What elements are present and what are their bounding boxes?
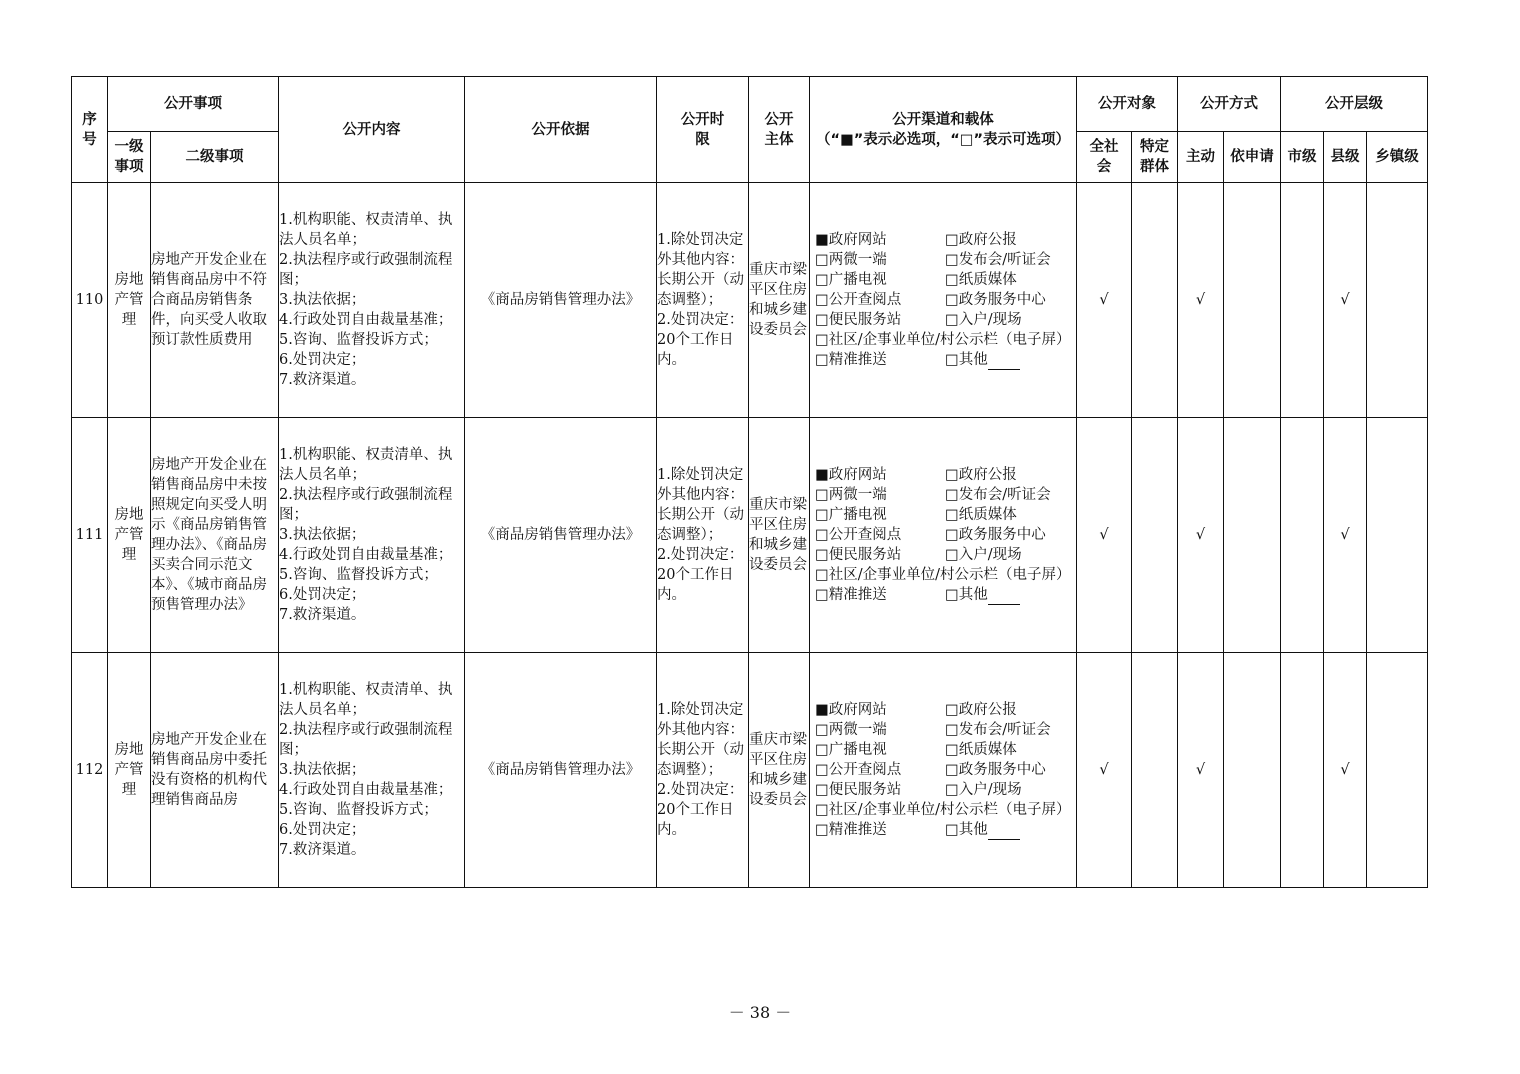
- header-target-group: 特定群体: [1132, 132, 1178, 183]
- channel-paper: □纸质媒体: [945, 507, 1017, 523]
- header-channel-title: 公开渠道和载体: [892, 111, 994, 128]
- time-limit-line: 1.除处罚决定外其他内容：长期公开（动态调整）；: [657, 232, 744, 308]
- channel-convenience: □便民服务站: [815, 547, 902, 563]
- content-line: 7.救济渠道。: [279, 842, 366, 858]
- row-time-limit: [657, 418, 749, 653]
- content-line: 7.救济渠道。: [279, 372, 366, 388]
- time-limit-line: 2.处罚决定：20个工作日内。: [657, 782, 744, 838]
- table-row: [72, 418, 1428, 653]
- row-content: [279, 183, 465, 418]
- header-method: 公开方式: [1178, 77, 1281, 132]
- row-target-all: √: [1077, 653, 1132, 888]
- header-channel: [810, 77, 1077, 183]
- content-line: 1.机构职能、权责清单、执法人员名单；: [279, 447, 453, 483]
- channel-other-wrap: [945, 350, 1073, 370]
- channel-precise: □精准推送: [815, 822, 887, 838]
- row-method-apply: [1224, 183, 1281, 418]
- channel-reading: □公开查阅点: [815, 762, 902, 778]
- content-line: 6.处罚决定；: [279, 587, 366, 603]
- row-channels: [810, 653, 1077, 888]
- time-limit-line: 1.除处罚决定外其他内容：长期公开（动态调整）；: [657, 702, 744, 778]
- channel-other-wrap: [945, 585, 1073, 605]
- channel-service-center: □政务服务中心: [945, 527, 1046, 543]
- blank-line: [988, 355, 1020, 370]
- header-level-city: 市级: [1281, 132, 1324, 183]
- row-level1: 房地产管理: [108, 183, 151, 418]
- header-level: 公开层级: [1281, 77, 1428, 132]
- channel-community: □社区/企事业单位/村公示栏（电子屏）: [815, 567, 1071, 583]
- time-limit-line: 2.处罚决定：20个工作日内。: [657, 547, 744, 603]
- channel-gov-site: ■政府网站: [815, 702, 887, 718]
- row-target-group: [1132, 183, 1178, 418]
- table-row: [72, 653, 1428, 888]
- header-level2: 二级事项: [151, 132, 279, 183]
- header-target: 公开对象: [1077, 77, 1178, 132]
- blank-line: [988, 825, 1020, 840]
- header-time-limit: 公开时限: [657, 77, 749, 183]
- content-line: 6.处罚决定；: [279, 822, 366, 838]
- row-level2: 房地产开发企业在销售商品房中不符合商品房销售条件，向买受人收取预订款性质费用: [151, 183, 279, 418]
- channel-convenience: □便民服务站: [815, 312, 902, 328]
- row-basis: 《商品房销售管理办法》: [465, 653, 657, 888]
- header-item: 公开事项: [108, 77, 279, 132]
- channel-household: □入户/现场: [945, 312, 1022, 328]
- blank-line: [988, 590, 1020, 605]
- header-subject: 公开主体: [749, 77, 810, 183]
- channel-precise: □精准推送: [815, 587, 887, 603]
- row-target-all: √: [1077, 183, 1132, 418]
- page-number: － 38 －: [728, 1003, 792, 1022]
- content-line: 4.行政处罚自由裁量基准；: [279, 547, 453, 563]
- header-seq: 序号: [72, 77, 108, 183]
- header-level-county: 县级: [1324, 132, 1367, 183]
- header-method-apply: 依申请: [1224, 132, 1281, 183]
- channel-other: □其他: [945, 352, 988, 368]
- channel-broadcast: □广播电视: [815, 507, 887, 523]
- row-target-group: [1132, 653, 1178, 888]
- row-level-city: [1281, 183, 1324, 418]
- channel-two-micro: □两微一端: [815, 252, 887, 268]
- header-channel-note: （“■”表示必选项，“□”表示可选项）: [816, 131, 1071, 148]
- row-number: 111: [72, 418, 108, 653]
- channel-community: □社区/企事业单位/村公示栏（电子屏）: [815, 802, 1071, 818]
- row-number: 112: [72, 653, 108, 888]
- row-time-limit: [657, 183, 749, 418]
- channel-gov-site: ■政府网站: [815, 467, 887, 483]
- table-row: [72, 183, 1428, 418]
- time-limit-line: 1.除处罚决定外其他内容：长期公开（动态调整）；: [657, 467, 744, 543]
- channel-household: □入户/现场: [945, 547, 1022, 563]
- channel-service-center: □政务服务中心: [945, 762, 1046, 778]
- row-level1: 房地产管理: [108, 418, 151, 653]
- row-level-town: [1367, 183, 1428, 418]
- channel-press: □发布会/听证会: [945, 487, 1051, 503]
- row-level-city: [1281, 418, 1324, 653]
- channel-reading: □公开查阅点: [815, 527, 902, 543]
- channel-community: □社区/企事业单位/村公示栏（电子屏）: [815, 332, 1071, 348]
- channel-convenience: □便民服务站: [815, 782, 902, 798]
- channel-gov-bulletin: □政府公报: [945, 467, 1017, 483]
- channel-press: □发布会/听证会: [945, 722, 1051, 738]
- header-basis: 公开依据: [465, 77, 657, 183]
- row-method-active: √: [1178, 653, 1224, 888]
- channel-paper: □纸质媒体: [945, 742, 1017, 758]
- content-line: 5.咨询、监督投诉方式；: [279, 802, 438, 818]
- row-level1: 房地产管理: [108, 653, 151, 888]
- channel-other: □其他: [945, 587, 988, 603]
- content-line: 1.机构职能、权责清单、执法人员名单；: [279, 682, 453, 718]
- header-level1: 一级事项: [108, 132, 151, 183]
- row-subject: 重庆市梁平区住房和城乡建设委员会: [749, 653, 810, 888]
- header-content: 公开内容: [279, 77, 465, 183]
- channel-household: □入户/现场: [945, 782, 1022, 798]
- row-subject: 重庆市梁平区住房和城乡建设委员会: [749, 183, 810, 418]
- content-line: 1.机构职能、权责清单、执法人员名单；: [279, 212, 453, 248]
- row-target-all: √: [1077, 418, 1132, 653]
- channel-broadcast: □广播电视: [815, 272, 887, 288]
- channel-other: □其他: [945, 822, 988, 838]
- channel-two-micro: □两微一端: [815, 487, 887, 503]
- channel-gov-site: ■政府网站: [815, 232, 887, 248]
- row-level-city: [1281, 653, 1324, 888]
- row-channels: [810, 183, 1077, 418]
- channel-two-micro: □两微一端: [815, 722, 887, 738]
- row-basis: 《商品房销售管理办法》: [465, 418, 657, 653]
- channel-other-wrap: [945, 820, 1073, 840]
- content-line: 4.行政处罚自由裁量基准；: [279, 782, 453, 798]
- header-method-active: 主动: [1178, 132, 1224, 183]
- channel-precise: □精准推送: [815, 352, 887, 368]
- row-level2: 房地产开发企业在销售商品房中未按照规定向买受人明示《商品房销售管理办法》、《商品房买卖合同示范文本》、《城市商品房预售管理办法》: [151, 418, 279, 653]
- row-channels: [810, 418, 1077, 653]
- row-content: [279, 418, 465, 653]
- content-line: 2.执法程序或行政强制流程图；: [279, 252, 453, 288]
- row-method-apply: [1224, 653, 1281, 888]
- time-limit-line: 2.处罚决定：20个工作日内。: [657, 312, 744, 368]
- content-line: 3.执法依据；: [279, 292, 366, 308]
- disclosure-table: [71, 76, 1428, 888]
- row-level-county: √: [1324, 418, 1367, 653]
- channel-broadcast: □广播电视: [815, 742, 887, 758]
- header-level-town: 乡镇级: [1367, 132, 1428, 183]
- row-method-active: √: [1178, 183, 1224, 418]
- row-time-limit: [657, 653, 749, 888]
- row-method-active: √: [1178, 418, 1224, 653]
- row-level2: 房地产开发企业在销售商品房中委托没有资格的机构代理销售商品房: [151, 653, 279, 888]
- row-subject: 重庆市梁平区住房和城乡建设委员会: [749, 418, 810, 653]
- content-line: 2.执法程序或行政强制流程图；: [279, 722, 453, 758]
- row-level-town: [1367, 418, 1428, 653]
- header-target-all: 全社会: [1077, 132, 1132, 183]
- content-line: 3.执法依据；: [279, 527, 366, 543]
- row-level-county: √: [1324, 653, 1367, 888]
- content-line: 4.行政处罚自由裁量基准；: [279, 312, 453, 328]
- content-line: 3.执法依据；: [279, 762, 366, 778]
- channel-paper: □纸质媒体: [945, 272, 1017, 288]
- content-line: 5.咨询、监督投诉方式；: [279, 332, 438, 348]
- channel-service-center: □政务服务中心: [945, 292, 1046, 308]
- row-level-town: [1367, 653, 1428, 888]
- row-method-apply: [1224, 418, 1281, 653]
- channel-gov-bulletin: □政府公报: [945, 232, 1017, 248]
- row-basis: 《商品房销售管理办法》: [465, 183, 657, 418]
- content-line: 2.执法程序或行政强制流程图；: [279, 487, 453, 523]
- content-line: 6.处罚决定；: [279, 352, 366, 368]
- channel-press: □发布会/听证会: [945, 252, 1051, 268]
- channel-reading: □公开查阅点: [815, 292, 902, 308]
- channel-gov-bulletin: □政府公报: [945, 702, 1017, 718]
- content-line: 7.救济渠道。: [279, 607, 366, 623]
- row-number: 110: [72, 183, 108, 418]
- row-target-group: [1132, 418, 1178, 653]
- row-content: [279, 653, 465, 888]
- content-line: 5.咨询、监督投诉方式；: [279, 567, 438, 583]
- row-level-county: √: [1324, 183, 1367, 418]
